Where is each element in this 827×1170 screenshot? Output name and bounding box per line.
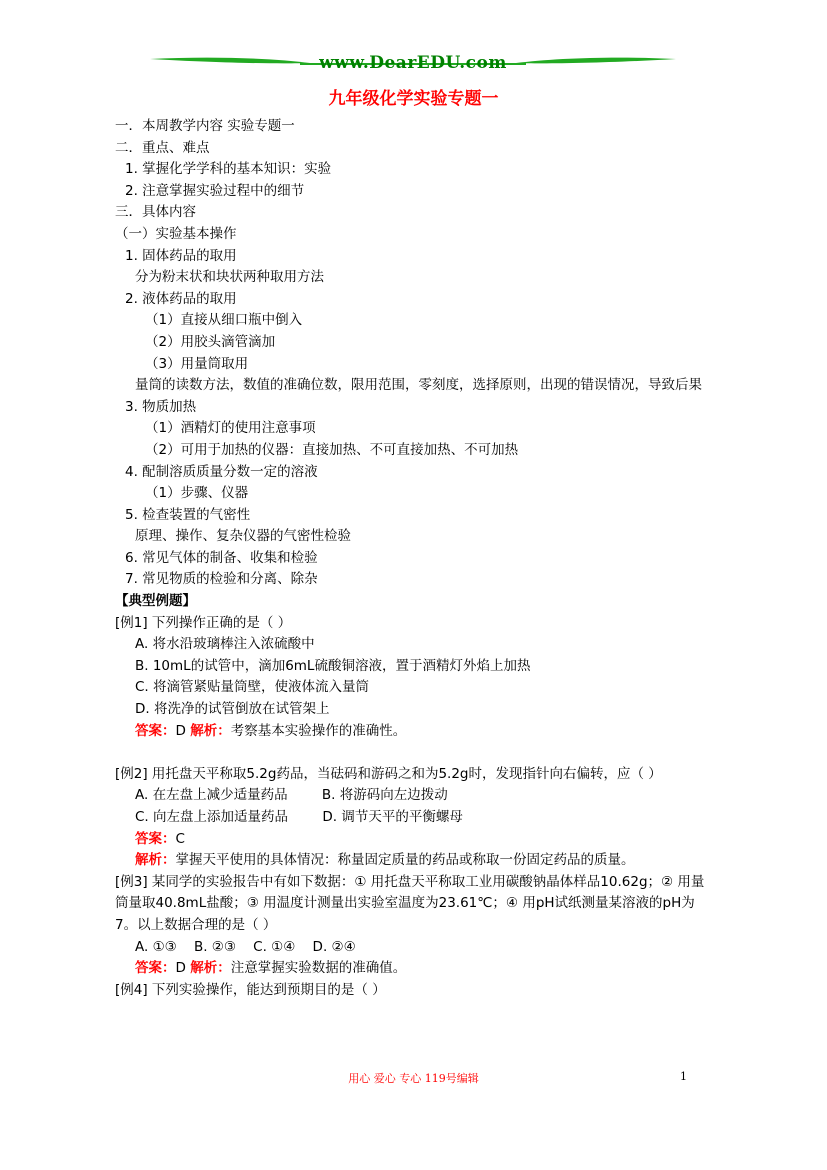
subsection-heading: （一）实验基本操作 (115, 225, 237, 242)
section-heading: 三．具体内容 (115, 204, 196, 221)
list-detail: 原理、操作、复杂仪器的气密性检验 (135, 528, 351, 545)
option-row: C. 向左盘上添加适量药品 D. 调节天平的平衡螺母 (135, 809, 463, 825)
explanation-text: 考察基本实验操作的准确性。 (230, 722, 407, 739)
answer-value: D (175, 722, 186, 739)
list-detail: （1）步骤、仪器 (145, 485, 249, 502)
page-footer: 用心 爱心 专心 119号编辑 (348, 1072, 479, 1085)
list-detail: （1）直接从细口瓶中倒入 (145, 312, 303, 329)
answer-value: C (175, 830, 185, 847)
list-detail: （2）可用于加热的仪器：直接加热、不可直接加热、不可加热 (145, 441, 519, 458)
list-item: 5. 检查装置的气密性 (125, 506, 251, 523)
option-row: A. ①③ B. ②③ C. ①④ D. ②④ (135, 938, 356, 955)
answer-line (115, 958, 725, 980)
section-heading: 二．重点、难点 (115, 139, 210, 156)
example-question: [例3] 某同学的实验报告中有如下数据：① 用托盘天平称取工业用碳酸钠晶体样品10.62g；② 用量筒量取40.8mL盐酸；③ 用温度计测量出实验室温度为23.61℃；④ 用pH试纸测量某溶液的pH为7。以上数据合理的是（ ） (115, 873, 705, 933)
explanation-line (115, 850, 725, 872)
example-question: [例4] 下列实验操作，能达到预期目的是（ ） (115, 981, 386, 998)
example-question: [例2] 用托盘天平称取5.2g药品，当砝码和游码之和为5.2g时，发现指针向右偏转，应（ ） (115, 765, 662, 782)
list-item: 1. 掌握化学学科的基本知识：实验 (125, 161, 332, 178)
option: A. 将水沿玻璃棒注入浓硫酸中 (135, 636, 315, 653)
list-item: 1. 固体药品的取用 (125, 247, 237, 264)
explanation-label: 解析： (190, 960, 231, 977)
answer-line (115, 829, 725, 851)
list-item: 7. 常见物质的检验和分离、除杂 (125, 571, 318, 588)
answer-label: 答案： (135, 722, 176, 739)
list-item: 2. 液体药品的取用 (125, 290, 237, 307)
document-body (115, 116, 725, 1001)
example-question: [例1] 下列操作正确的是（ ） (115, 614, 292, 631)
page-number: 1 (680, 1070, 687, 1083)
option: C. 将滴管紧贴量筒壁，使液体流入量筒 (135, 679, 370, 696)
list-item: 3. 物质加热 (125, 398, 197, 415)
list-detail: （1）酒精灯的使用注意事项 (145, 420, 316, 437)
explanation-label: 解析： (190, 722, 231, 739)
list-item: 6. 常见气体的制备、收集和检验 (125, 549, 318, 566)
explanation-text: 掌握天平使用的具体情况：称量固定质量的药品或称取一份固定药品的质量。 (175, 852, 635, 869)
explanation-text: 注意掌握实验数据的准确值。 (230, 960, 407, 977)
paragraph: 量筒的读数方法，数值的准确位数，限用范围，零刻度，选择原则，出现的错误情况，导致后果 (135, 377, 702, 394)
option-row: A. 在左盘上减少适量药品 B. 将游码向左边拨动 (135, 787, 448, 804)
answer-line (115, 721, 725, 743)
option: B. 10mL的试管中，滴加6mL硫酸铜溶液，置于酒精灯外焰上加热 (135, 657, 531, 674)
option: D. 将洗净的试管倒放在试管架上 (135, 701, 330, 718)
site-header (150, 50, 676, 80)
answer-value: D (175, 960, 186, 977)
answer-label: 答案： (135, 960, 176, 977)
site-url: www.DearEDU.com (319, 53, 507, 73)
list-item: 4. 配制溶质质量分数一定的溶液 (125, 463, 318, 480)
list-detail: （3）用量筒取用 (145, 355, 249, 372)
explanation-label: 解析： (135, 852, 176, 869)
examples-heading: 【典型例题】 (115, 593, 196, 610)
list-item: 2. 注意掌握实验过程中的细节 (125, 182, 305, 199)
list-detail: 分为粉末状和块状两种取用方法 (135, 269, 324, 286)
list-detail: （2）用胶头滴管滴加 (145, 333, 276, 350)
page-title: 九年级化学实验专题一 (328, 89, 499, 109)
section-heading: 一．本周教学内容 实验专题一 (115, 118, 295, 134)
answer-label: 答案： (135, 830, 176, 847)
